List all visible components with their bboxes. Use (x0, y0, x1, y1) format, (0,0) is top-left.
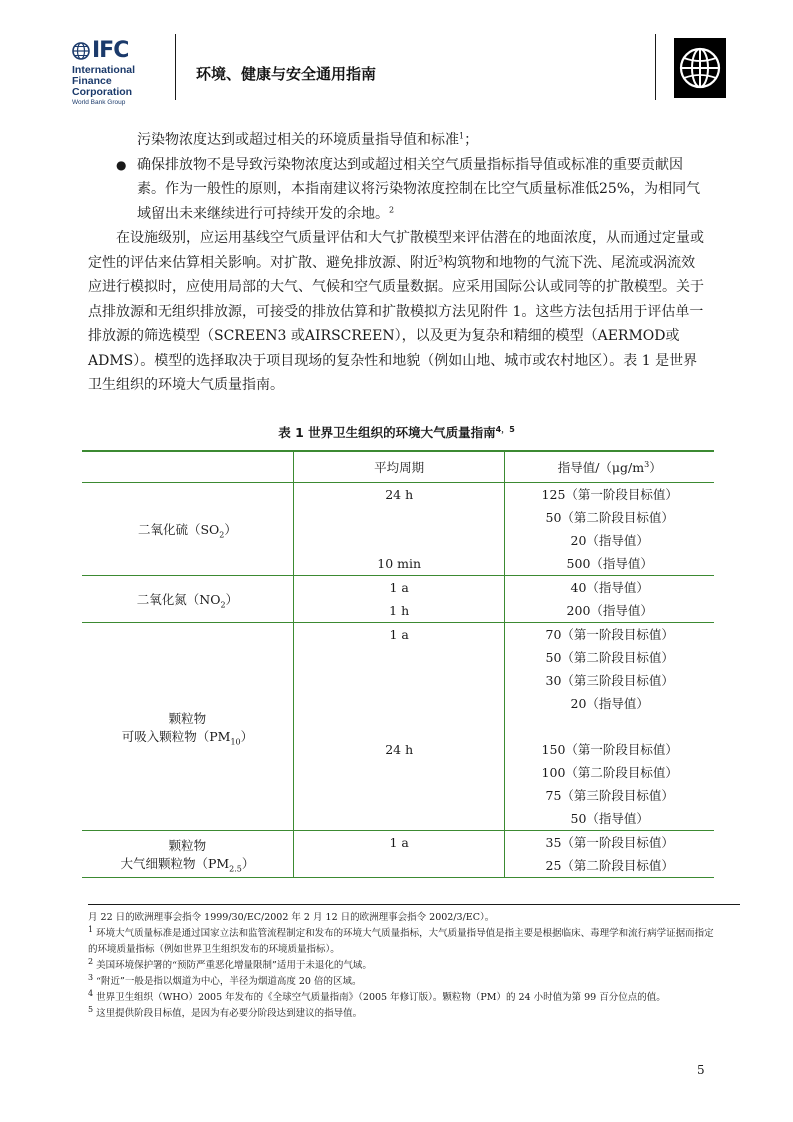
footnote-intro: 月 22 日的欧洲理事会指令 1999/30/EC/2002 年 2 月 12 日的欧洲理事会指令 2002/3/EC）。 (88, 912, 495, 923)
footnote-ref-2: 2 (389, 204, 395, 214)
table-header-row (82, 451, 714, 483)
guideline-cell: 125（第一阶段目标值） 50（第二阶段目标值） 20（指导值） 500（指导值） (505, 483, 714, 576)
ifc-line-international: International (72, 64, 136, 76)
footnote-divider (88, 904, 740, 905)
ifc-globe-icon (72, 40, 90, 62)
bullet-text: 确保排放物不是导致污染物浓度达到或超过相关空气质量指标指导值或标准的重要贡献因素。作为一般性的原则，本指南建议将污染物浓度控制在比空气质量标准低25%，为相同气域留出未来继续进行可持续开发的余地。 (137, 156, 701, 222)
pollutant-cell: 颗粒物 大气细颗粒物$(PM_{2.5})$ (82, 831, 293, 878)
header-period: 平均周期 (293, 451, 505, 483)
body-text (88, 128, 708, 398)
footnotes (88, 910, 718, 1022)
ifc-mark: IFC (92, 38, 129, 63)
header-pollutant (82, 451, 293, 483)
footnote-5: $^5$ 这里提供阶段目标值，是因为有必要分阶段达到建议的指导值。 (88, 1004, 363, 1019)
bullet-item (88, 153, 708, 227)
ifc-world-bank-group: World Bank Group (72, 99, 126, 106)
world-bank-globe-icon (674, 38, 726, 98)
ifc-line-finance: Finance (72, 75, 112, 87)
header-title: 环境、健康与安全通用指南 (196, 65, 377, 83)
ifc-logo (72, 38, 152, 108)
table-row (82, 623, 714, 831)
guideline-cell: 40（指导值） 200（指导值） (505, 576, 714, 623)
footnote-ref-1: 1 (459, 131, 465, 141)
page-number: 5 (697, 1063, 705, 1077)
table-row (82, 483, 714, 576)
period-cell: 1 a (293, 831, 505, 878)
footnote-3: $^3$ “附近”一般是指以烟道为中心，半径为烟道高度 20 倍的区域。 (88, 972, 362, 987)
table-row (82, 831, 714, 878)
pollutant-cell: 颗粒物 可吸入颗粒物$(PM_{10})$ (82, 623, 293, 831)
period-cell: 1 a 1 h (293, 576, 505, 623)
header-guideline: 指导值$/(\mu g/m^3)$ (505, 451, 714, 483)
header-divider-left (175, 34, 176, 100)
guideline-cell: 70（第一阶段目标值） 50（第二阶段目标值） 30（第三阶段目标值） 20（指导值） 150（第一阶段目标值） 100（第二阶段目标值） 75（第三阶段目标值） 50（指导值） (505, 623, 714, 831)
pollutant-cell: 二氧化氮$(NO_2)$ (82, 576, 293, 623)
period-cell: 1 a 24 h (293, 623, 505, 831)
table-title-sup: 4，5 (495, 424, 515, 434)
header-divider-right (655, 34, 656, 100)
ifc-line-corporation: Corporation (72, 86, 133, 98)
pollutant-cell: 二氧化硫$(SO_2)$ (82, 483, 293, 576)
main-paragraph: 在设施级别，应运用基线空气质量评估和大气扩散模型来评估潜在的地面浓度，从而通过定量或定性的评估来估算相关影响。对扩散、避免排放源、附近$^3$构筑物和地物的气流下洗、尾流或涡流效应进行模拟时，应使用局部的大气、气候和空气质量数据。应采用国际公认或同等的扩散模型。关于点排放源和无组织排放源，可接受的排放估算和扩散模拟方法见附件 1。这些方法包括用于评估单一排放源的筛选模型（SCREEN3 或AIRSCREEN），以及更为复杂和精细的模型（AERMOD或ADMS）。模型的选择取决于项目现场的复杂性和地貌（例如山地、城市或农村地区）。表 1 是世界卫生组织的环境大气质量指南。 (88, 230, 704, 393)
continued-bullet-text: 污染物浓度达到或超过相关的环境质量指导值和标准$^1$； (137, 131, 479, 148)
period-cell: 24 h 10 min (293, 483, 505, 576)
footnote-ref-3: 3 (438, 253, 444, 263)
page-header (0, 0, 793, 110)
air-quality-table (82, 450, 714, 878)
table-row (82, 576, 714, 623)
table-title: 表 1 世界卫生组织的环境大气质量指南$^{4,5}$ (278, 424, 515, 440)
footnote-1: $^1$ 环境大气质量标准是通过国家立法和监管流程制定和发布的环境大气质量指标，大气质量指导值是指主要是根据临床、毒理学和流行病学证据而指定的环境质量指标（例如世界卫生组织发布的环境质量指标）。 (88, 924, 714, 955)
footnote-4: $^4$ 世界卫生组织（WHO）2005 年发布的《全球空气质量指南》（2005 年修订版）。颗粒物（PM）的 24 小时值为第 99 百分位点的值。 (88, 988, 666, 1003)
footnote-2: $^2$ 美国环境保护署的“预防严重恶化增量限制”适用于未退化的气域。 (88, 956, 372, 971)
guideline-cell: 35（第一阶段目标值） 25（第二阶段目标值） (505, 831, 714, 878)
black-circle-bullet-icon: ● (116, 157, 127, 172)
world-bank-logo (674, 38, 726, 98)
